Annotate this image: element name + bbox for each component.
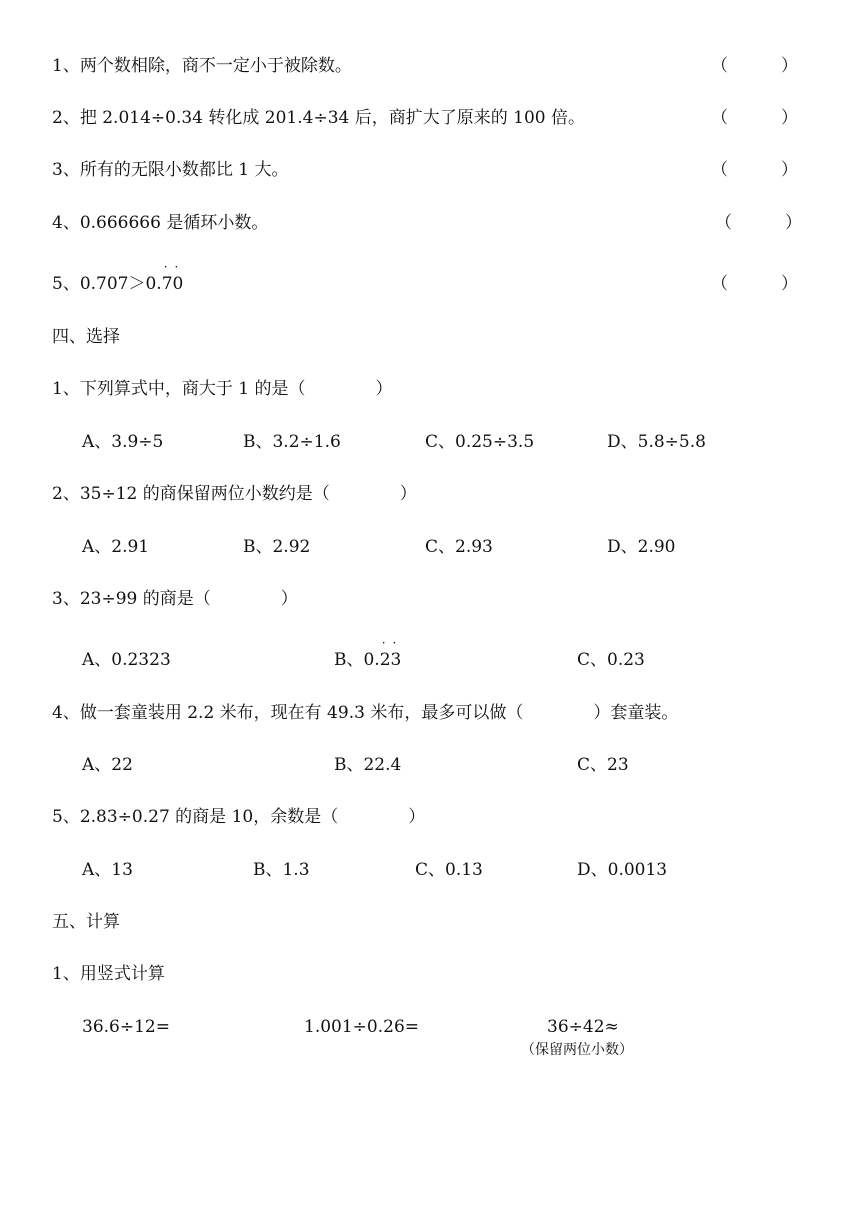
q5-option-c[interactable]: C、0.13 xyxy=(415,860,483,880)
answer-bracket-3[interactable] xyxy=(711,159,798,181)
repeat-dot: · xyxy=(392,636,397,650)
repeat-dot: · xyxy=(381,636,386,650)
q1-option-b[interactable]: B、3.2÷1.6 xyxy=(243,432,341,452)
bracket-left: （ xyxy=(711,274,728,294)
bracket-left: （ xyxy=(711,108,728,128)
q4-option-a[interactable]: A、22 xyxy=(82,755,133,775)
bracket-right: ） xyxy=(785,213,802,233)
choice-q3: 3、23÷99 的商是（ ） xyxy=(52,589,298,609)
q1-option-a[interactable]: A、3.9÷5 xyxy=(82,432,164,452)
calc-subtitle: 1、用竖式计算 xyxy=(52,964,165,984)
q1-option-c[interactable]: C、0.25÷3.5 xyxy=(425,432,535,452)
q2-option-b[interactable]: B、2.92 xyxy=(243,537,311,557)
calc-problem-3: 36÷42≈ xyxy=(547,1017,619,1037)
choice-q5: 5、2.83÷0.27 的商是 10，余数是（ ） xyxy=(52,807,426,827)
q2-option-d[interactable]: D、2.90 xyxy=(607,537,676,557)
repeat-dot: · xyxy=(163,260,168,274)
calc-problem-2: 1.001÷0.26= xyxy=(304,1017,420,1037)
repeating-digit: 0 · xyxy=(172,260,184,294)
q5-option-b[interactable]: B、1.3 xyxy=(253,860,310,880)
q3-option-a[interactable]: A、0.2323 xyxy=(82,650,171,670)
q5-option-a[interactable]: A、13 xyxy=(82,860,133,880)
choice-q2: 2、35÷12 的商保留两位小数约是（ ） xyxy=(52,484,417,504)
section-title-calc: 五、计算 xyxy=(52,912,120,932)
q2-option-a[interactable]: A、2.91 xyxy=(82,537,150,557)
bracket-right: ） xyxy=(781,56,798,76)
judge-item-1: 1、两个数相除，商不一定小于被除数。 xyxy=(52,56,352,76)
answer-bracket-1[interactable] xyxy=(711,55,798,77)
answer-bracket-5[interactable] xyxy=(711,273,798,295)
bracket-left: （ xyxy=(711,56,728,76)
q1-option-d[interactable]: D、5.8÷5.8 xyxy=(607,432,706,452)
judge-item-2: 2、把 2.014÷0.34 转化成 201.4÷34 后，商扩大了原来的 100 倍。 xyxy=(52,108,585,128)
bracket-right: ） xyxy=(781,160,798,180)
repeat-dot: · xyxy=(174,260,179,274)
q4-option-c[interactable]: C、23 xyxy=(577,755,629,775)
q5-option-d[interactable]: D、0.0013 xyxy=(577,860,668,880)
judge-item-5 xyxy=(52,260,184,295)
repeating-digit: 3 · xyxy=(390,636,402,670)
bracket-right: ） xyxy=(781,274,798,294)
judge-item-5-text: 5、0.707＞0. xyxy=(52,274,162,294)
q4-option-b[interactable]: B、22.4 xyxy=(334,755,402,775)
repeating-digit: 2 · xyxy=(379,636,391,670)
bracket-left: （ xyxy=(715,213,732,233)
calc-problem-1: 36.6÷12= xyxy=(82,1017,170,1037)
answer-bracket-2[interactable] xyxy=(711,107,798,129)
q3-option-b[interactable]: B、0.2 · 3 · xyxy=(334,636,402,670)
judge-item-4: 4、0.666666 是循环小数。 xyxy=(52,213,269,233)
choice-q1: 1、下列算式中，商大于 1 的是（ ） xyxy=(52,379,393,399)
q3-option-c[interactable]: C、0.23 xyxy=(577,650,645,670)
section-title-choice: 四、选择 xyxy=(52,327,120,347)
repeating-digit: 7 · xyxy=(161,260,173,294)
q2-option-c[interactable]: C、2.93 xyxy=(425,537,493,557)
bracket-right: ） xyxy=(781,108,798,128)
bracket-left: （ xyxy=(711,160,728,180)
judge-item-3: 3、所有的无限小数都比 1 大。 xyxy=(52,160,289,180)
rounding-note: （保留两位小数） xyxy=(521,1042,633,1058)
choice-q4: 4、做一套童装用 2.2 米布，现在有 49.3 米布，最多可以做（ ）套童装。 xyxy=(52,703,679,723)
answer-bracket-4[interactable] xyxy=(715,212,802,234)
